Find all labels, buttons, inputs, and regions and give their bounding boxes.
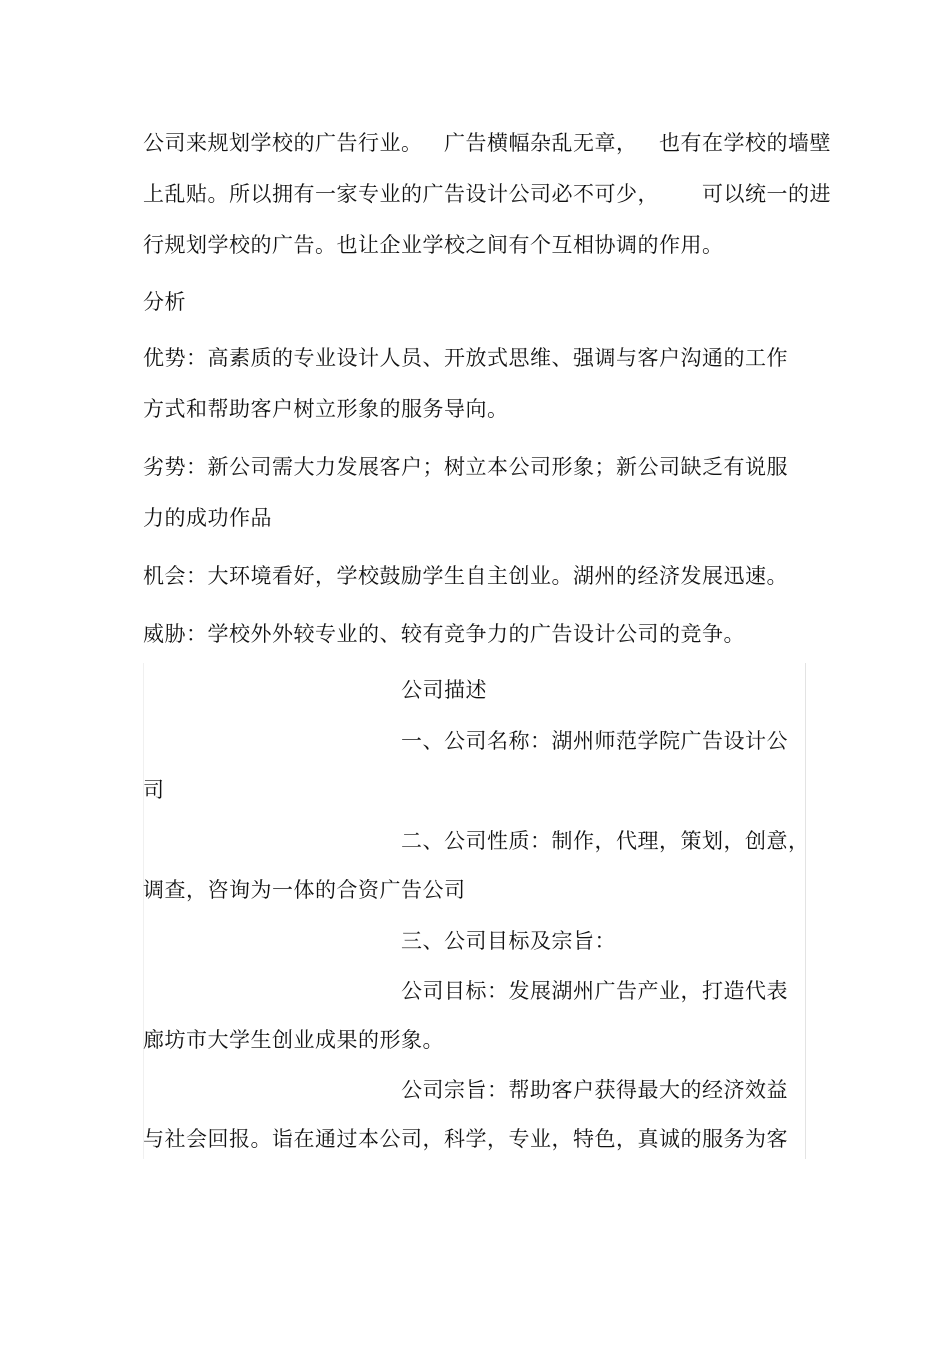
intro-line-2: 上乱贴。所以拥有一家专业的广告设计公司必不可少， 可以统一的进 [143,182,832,206]
description-heading: 公司描述 [401,678,487,702]
opportunities-line: 机会：大环境看好，学校鼓励学生自主创业。湖州的经济发展迅速。 [143,564,788,588]
company-name-line-1: 一、公司名称：湖州师范学院广告设计公 [401,729,788,753]
description-frame-left-edge [143,663,144,1159]
company-goal-line-2: 廊坊市大学生创业成果的形象。 [143,1028,444,1052]
company-nature-line-2: 调查，咨询为一体的合资广告公司 [143,878,466,902]
company-nature-line-1: 二、公司性质：制作，代理，策划，创意， [401,829,810,853]
weaknesses-line-2: 力的成功作品 [143,506,272,530]
threats-line: 威胁：学校外外较专业的、较有竞争力的广告设计公司的竞争。 [143,622,745,646]
strengths-line-1: 优势：高素质的专业设计人员、开放式思维、强调与客户沟通的工作 [143,346,788,370]
analysis-heading: 分析 [143,290,186,314]
company-goal-line-1: 公司目标：发展湖州广告产业，打造代表 [401,979,788,1003]
company-purpose-line-1: 公司宗旨：帮助客户获得最大的经济效益 [401,1078,788,1102]
intro-line-1: 公司来规划学校的广告行业。 广告横幅杂乱无章， 也有在学校的墙壁 [143,131,832,155]
intro-line-3: 行规划学校的广告。也让企业学校之间有个互相协调的作用。 [143,233,724,257]
company-name-line-2: 司 [143,778,165,802]
company-purpose-line-2: 与社会回报。诣在通过本公司，科学，专业，特色，真诚的服务为客 [143,1127,788,1151]
goals-heading: 三、公司目标及宗旨： [401,929,616,953]
weaknesses-line-1: 劣势：新公司需大力发展客户；树立本公司形象；新公司缺乏有说服 [143,455,788,479]
strengths-line-2: 方式和帮助客户树立形象的服务导向。 [143,397,509,421]
